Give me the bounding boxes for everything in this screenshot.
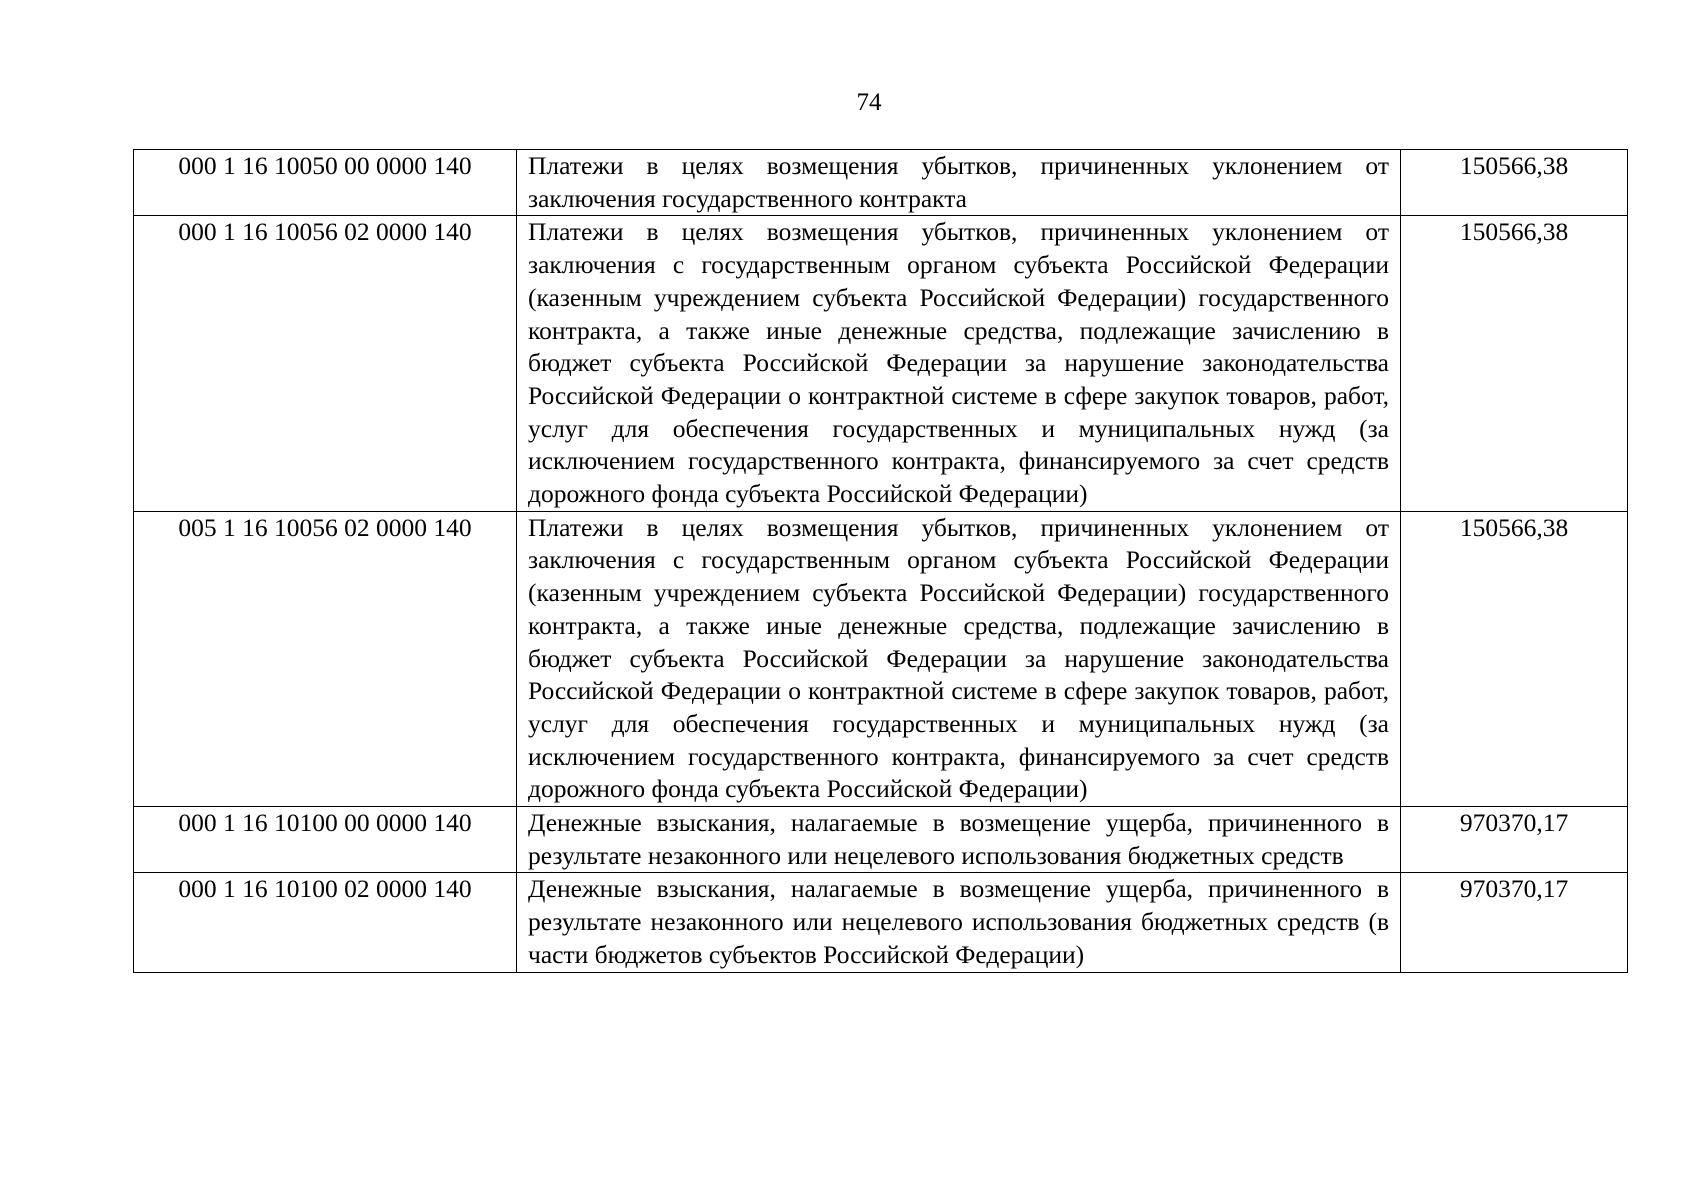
amount-cell: 970370,17 (1401, 873, 1628, 972)
budget-code-cell: 000 1 16 10100 02 0000 140 (134, 873, 517, 972)
amount-cell: 150566,38 (1401, 511, 1628, 806)
table-row (134, 873, 1628, 972)
description-cell: Денежные взыскания, налагаемые в возмещение ущерба, причиненного в результате незаконного или нецелевого использования бюджетных средств (в части бюджетов субъектов Российской Федерации) (517, 873, 1401, 972)
description-cell: Платежи в целях возмещения убытков, причиненных уклонением от заключения с государственным органом субъекта Российской Федерации (казенным учреждением субъекта Российской Федерации) государственного контракта, а также иные денежные средства, подлежащие зачислению в бюджет субъекта Российской Федерации за нарушение законодательства Российской Федерации о контрактной системе в сфере закупок товаров, работ, услуг для обеспечения государственных и муниципальных нужд (за исключением государственного контракта, финансируемого за счет средств дорожного фонда субъекта Российской Федерации) (517, 511, 1401, 806)
amount-cell: 150566,38 (1401, 150, 1628, 216)
page-number: 74 (856, 89, 882, 116)
budget-revenue-table (133, 149, 1628, 973)
budget-code-cell: 000 1 16 10056 02 0000 140 (134, 216, 517, 511)
budget-code-cell: 000 1 16 10100 00 0000 140 (134, 807, 517, 873)
description-cell: Платежи в целях возмещения убытков, причиненных уклонением от заключения с государственным органом субъекта Российской Федерации (казенным учреждением субъекта Российской Федерации) государственного контракта, а также иные денежные средства, подлежащие зачислению в бюджет субъекта Российской Федерации за нарушение законодательства Российской Федерации о контрактной системе в сфере закупок товаров, работ, услуг для обеспечения государственных и муниципальных нужд (за исключением государственного контракта, финансируемого за счет средств дорожного фонда субъекта Российской Федерации) (517, 216, 1401, 511)
table-row (134, 807, 1628, 873)
table-row (134, 150, 1628, 216)
amount-cell: 150566,38 (1401, 216, 1628, 511)
budget-code-cell: 000 1 16 10050 00 0000 140 (134, 150, 517, 216)
description-cell: Денежные взыскания, налагаемые в возмещение ущерба, причиненного в результате незаконного или нецелевого использования бюджетных средств (517, 807, 1401, 873)
amount-cell: 970370,17 (1401, 807, 1628, 873)
budget-code-cell: 005 1 16 10056 02 0000 140 (134, 511, 517, 806)
description-cell: Платежи в целях возмещения убытков, причиненных уклонением от заключения государственного контракта (517, 150, 1401, 216)
table-row (134, 216, 1628, 511)
table-row (134, 511, 1628, 806)
